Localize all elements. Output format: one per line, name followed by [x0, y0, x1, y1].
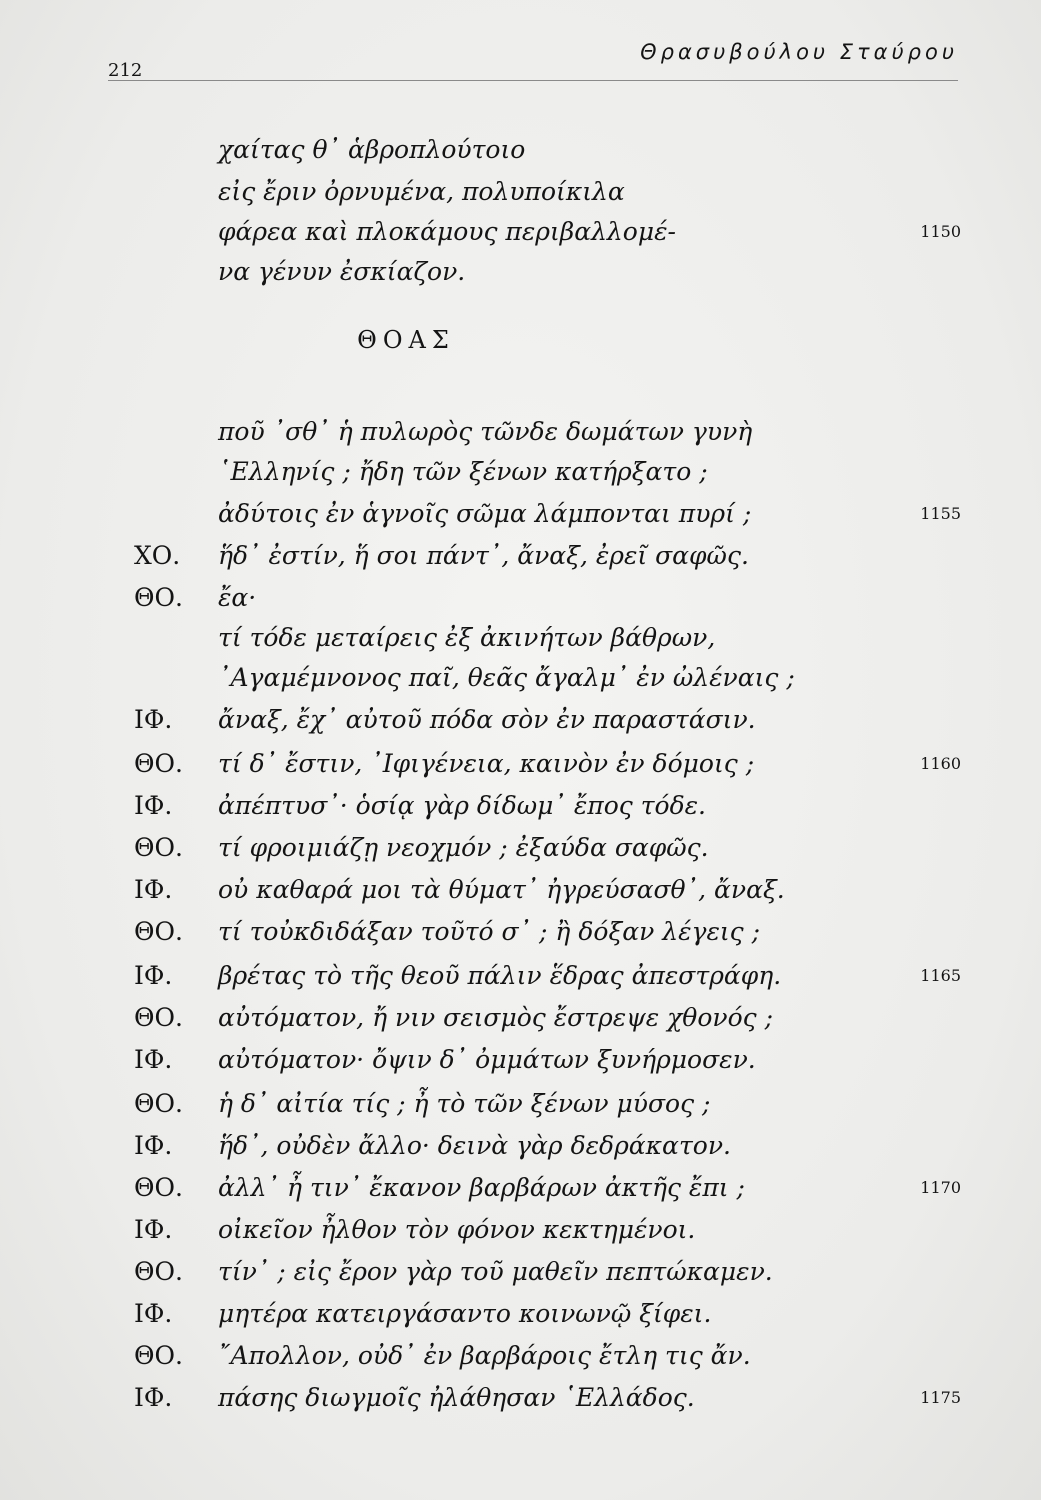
speaker-label: ΙΦ.: [134, 1131, 173, 1160]
verse-text: ἀδύτοις ἐν ἁγνοῖς σῶμα λάμπονται πυρί ;: [218, 499, 752, 528]
dialogue-line: [0, 1084, 1041, 1124]
speaker-label: ΘΟ.: [134, 1089, 183, 1118]
dialogue-line: [0, 1252, 1041, 1292]
verse-text: εἰς ἔριν ὀρνυμένα, πολυποίκιλα: [218, 177, 625, 206]
dialogue-line: [0, 700, 1041, 740]
verse-text: αὐτόματον, ἤ νιν σεισμὸς ἔστρεψε χθονός ;: [218, 1003, 773, 1032]
dialogue-line: [0, 1336, 1041, 1376]
header-rule: [108, 80, 958, 81]
verse-text: ἔα·: [218, 583, 257, 612]
page-number: 212: [108, 60, 143, 81]
verse-line: [0, 130, 1041, 170]
verse-text: πάσης διωγμοῖς ἠλάθησαν ῾Ελλάδος.: [218, 1383, 695, 1412]
line-number: 1155: [920, 504, 961, 523]
speaker-label: ΘΟ.: [134, 583, 183, 612]
speaker-label: ΙΦ.: [134, 1045, 173, 1074]
speaker-label: ΙΦ.: [134, 705, 173, 734]
dialogue-line: [0, 1378, 1041, 1418]
speaker-label: ΘΟ.: [134, 1173, 183, 1202]
verse-text: να γένυν ἐσκίαζον.: [218, 257, 466, 286]
dialogue-line: [0, 1168, 1041, 1208]
dialogue-line: [0, 828, 1041, 868]
dialogue-line: [0, 452, 1041, 492]
speaker-label: ΘΟ.: [134, 1003, 183, 1032]
dialogue-line: [0, 618, 1041, 658]
verse-text: βρέτας τὸ τῆς θεοῦ πάλιν ἕδρας ἀπεστράφη.: [218, 961, 782, 990]
line-number: 1165: [920, 966, 961, 985]
speaker-label: ΙΦ.: [134, 1299, 173, 1328]
speaker-label: ΙΦ.: [134, 961, 173, 990]
dialogue-line: [0, 956, 1041, 996]
speaker-label: ΘΟ.: [134, 1341, 183, 1370]
verse-text: ἄναξ, ἔχ᾽ αὐτοῦ πόδα σὸν ἐν παραστάσιν.: [218, 705, 756, 734]
verse-text: τί τόδε μεταίρεις ἐξ ἀκινήτων βάθρων,: [218, 623, 716, 652]
dialogue-line: [0, 1294, 1041, 1334]
character-heading: ΘΟΑΣ: [357, 326, 455, 354]
dialogue-line: [0, 412, 1041, 452]
dialogue-line: [0, 912, 1041, 952]
speaker-label: ΙΦ.: [134, 791, 173, 820]
verse-text: τί τοὐκδιδάξαν τοῦτό σ᾽ ; ἢ δόξαν λέγεις ;: [218, 917, 761, 946]
verse-text: χαίτας θ᾽ ἁβροπλούτοιο: [218, 135, 526, 164]
speaker-label: ΘΟ.: [134, 833, 183, 862]
verse-text: τί δ᾽ ἔστιν, ᾽Ιφιγένεια, καινὸν ἐν δόμοις ;: [218, 749, 755, 778]
dialogue-line: [0, 786, 1041, 826]
speaker-label: ΘΟ.: [134, 917, 183, 946]
speaker-label: ΙΦ.: [134, 1383, 173, 1412]
dialogue-line: [0, 744, 1041, 784]
dialogue-line: [0, 870, 1041, 910]
verse-text: ποῦ ᾽σθ᾽ ἡ πυλωρὸς τῶνδε δωμάτων γυνὴ: [218, 417, 753, 446]
verse-text: τίν᾽ ; εἰς ἔρον γὰρ τοῦ μαθεῖν πεπτώκαμεν.: [218, 1257, 773, 1286]
dialogue-line: [0, 494, 1041, 534]
dialogue-line: [0, 578, 1041, 618]
dialogue-line: [0, 1040, 1041, 1080]
verse-text: ῾Ελληνίς ; ἤδη τῶν ξένων κατήρξατο ;: [218, 457, 708, 486]
speaker-label: ΙΦ.: [134, 875, 173, 904]
verse-text: ἥδ᾽, οὐδὲν ἄλλο· δεινὰ γὰρ δεδράκατον.: [218, 1131, 731, 1160]
verse-text: μητέρα κατειργάσαντο κοινωνῷ ξίφει.: [218, 1299, 712, 1328]
speaker-label: ΘΟ.: [134, 1257, 183, 1286]
line-number: 1150: [920, 222, 961, 241]
verse-text: ἀπέπτυσ᾽· ὁσίᾳ γὰρ δίδωμ᾽ ἔπος τόδε.: [218, 791, 706, 820]
verse-line: [0, 172, 1041, 212]
verse-text: οὐ καθαρά μοι τὰ θύματ᾽ ἠγρεύσασθ᾽, ἄναξ.: [218, 875, 785, 904]
speaker-label: ΧΟ.: [134, 541, 181, 570]
verse-text: φάρεα καὶ πλοκάμους περιβαλλομέ-: [218, 217, 676, 246]
verse-text: οἰκεῖον ἦλθον τὸν φόνον κεκτημένοι.: [218, 1215, 696, 1244]
verse-text: ἀλλ᾽ ἦ τιν᾽ ἔκανον βαρβάρων ἀκτῆς ἔπι ;: [218, 1173, 745, 1202]
running-head: Θρασυβούλου Σταύρου: [640, 40, 958, 64]
line-number: 1170: [920, 1178, 961, 1197]
verse-line: [0, 252, 1041, 292]
speaker-label: ΙΦ.: [134, 1215, 173, 1244]
dialogue-line: [0, 1210, 1041, 1250]
dialogue-line: [0, 658, 1041, 698]
verse-text: ῎Απολλον, οὐδ᾽ ἐν βαρβάροις ἔτλη τις ἄν.: [218, 1341, 751, 1370]
line-number: 1175: [920, 1388, 961, 1407]
verse-line: [0, 212, 1041, 252]
dialogue-line: [0, 998, 1041, 1038]
line-number: 1160: [920, 754, 961, 773]
verse-text: αὐτόματον· ὄψιν δ᾽ ὀμμάτων ξυνήρμοσεν.: [218, 1045, 756, 1074]
verse-text: ἡ δ᾽ αἰτία τίς ; ἦ τὸ τῶν ξένων μύσος ;: [218, 1089, 711, 1118]
speaker-label: ΘΟ.: [134, 749, 183, 778]
dialogue-line: [0, 1126, 1041, 1166]
dialogue-line: [0, 536, 1041, 576]
verse-text: τί φροιμιάζῃ νεοχμόν ; ἐξαύδα σαφῶς.: [218, 833, 709, 862]
verse-text: ᾽Αγαμέμνονος παῖ, θεᾶς ἄγαλμ᾽ ἐν ὠλέναις ;: [218, 663, 795, 692]
verse-text: ἥδ᾽ ἐστίν, ἥ σοι πάντ᾽, ἄναξ, ἐρεῖ σαφῶς.: [218, 541, 749, 570]
